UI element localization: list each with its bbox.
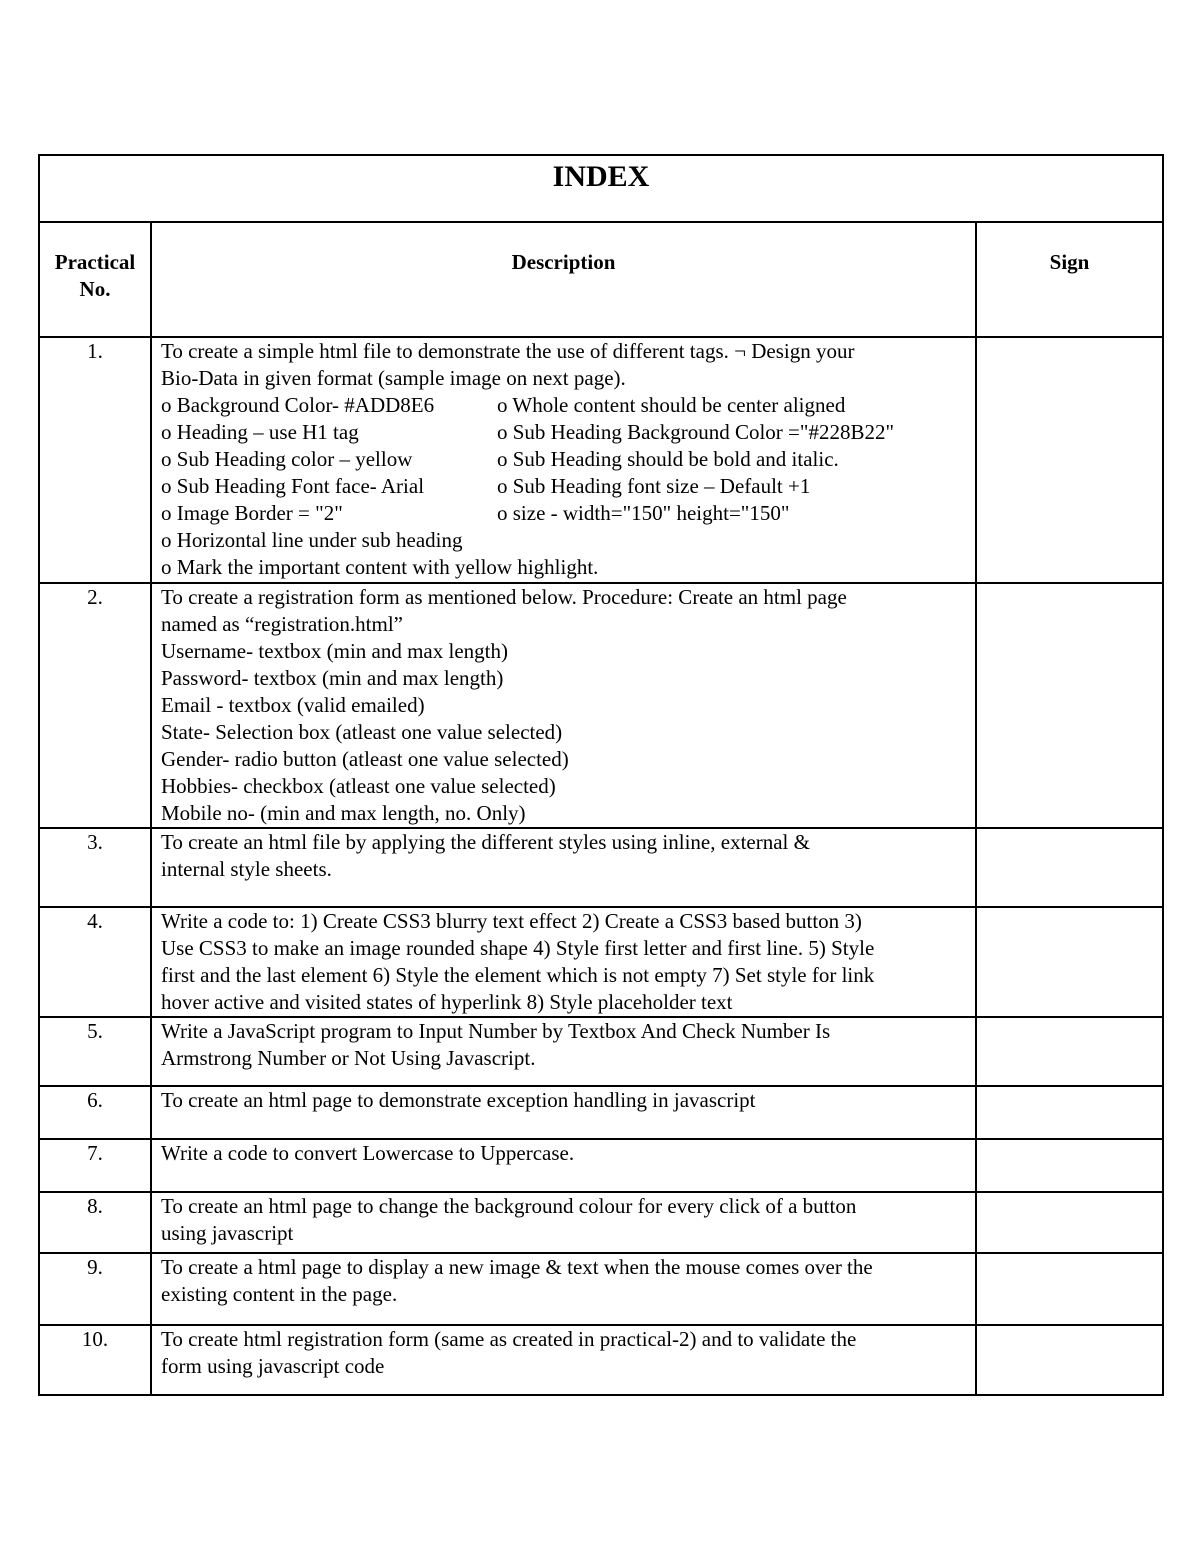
- description-line: State- Selection box (atleast one value selected): [161, 720, 563, 744]
- title-row: [39, 155, 1163, 222]
- description-line: To create an html page to change the background colour for every click of a button: [161, 1194, 857, 1218]
- description-line: existing content in the page.: [161, 1282, 398, 1306]
- header-row: [39, 222, 1163, 337]
- bullet-item: o Mark the important content with yellow highlight.: [161, 555, 599, 579]
- table-row: [39, 337, 1163, 583]
- header-sign: Sign: [976, 222, 1163, 337]
- description-line: To create an html page to demonstrate exception handling in javascript: [161, 1088, 756, 1112]
- sign-cell: [976, 337, 1163, 583]
- description-line: first and the last element 6) Style the element which is not empty 7) Set style for link: [161, 963, 875, 987]
- sign-cell: [976, 1253, 1163, 1325]
- description-line: To create a registration form as mentioned below. Procedure: Create an html page: [161, 585, 847, 609]
- practical-no: 5.: [39, 1017, 151, 1086]
- practical-description: [151, 828, 976, 907]
- practical-no: 1.: [39, 337, 151, 583]
- description-bullet-pair: [161, 419, 969, 446]
- description-line: To create a html page to display a new image & text when the mouse comes over the: [161, 1255, 873, 1279]
- index-table: [38, 154, 1164, 1396]
- description-line: using javascript: [161, 1221, 294, 1245]
- sign-cell: [976, 1086, 1163, 1139]
- practical-no: 2.: [39, 583, 151, 828]
- description-line: Mobile no- (min and max length, no. Only): [161, 801, 526, 825]
- sign-cell: [976, 1192, 1163, 1253]
- practical-description: [151, 907, 976, 1017]
- index-title: INDEX: [39, 155, 1163, 222]
- description-line: Write a JavaScript program to Input Number by Textbox And Check Number Is: [161, 1019, 831, 1043]
- practical-no: 8.: [39, 1192, 151, 1253]
- table-row: [39, 583, 1163, 828]
- table-row: [39, 1139, 1163, 1192]
- practical-description: [151, 1192, 976, 1253]
- header-practical-no-line1: Practical: [54, 250, 136, 274]
- description-line: Password- textbox (min and max length): [161, 666, 504, 690]
- bullet-item: o size - width="150" height="150": [497, 501, 790, 525]
- practical-no: 7.: [39, 1139, 151, 1192]
- sign-cell: [976, 583, 1163, 828]
- description-line: To create an html file by applying the different styles using inline, external &: [161, 830, 810, 854]
- description-line: Hobbies- checkbox (atleast one value selected): [161, 774, 556, 798]
- header-practical-no-line2: No.: [79, 277, 111, 301]
- bullet-item: o Sub Heading font size – Default +1: [497, 474, 811, 498]
- table-row: [39, 1325, 1163, 1395]
- table-row: [39, 907, 1163, 1017]
- practical-description: [151, 1325, 976, 1395]
- header-description: Description: [151, 222, 976, 337]
- bullet-item: o Sub Heading Font face- Arial: [161, 474, 425, 498]
- table-row: [39, 1253, 1163, 1325]
- bullet-item: o Sub Heading color – yellow: [161, 447, 413, 471]
- sign-cell: [976, 1139, 1163, 1192]
- description-line: Bio-Data in given format (sample image on next page).: [161, 366, 626, 390]
- bullet-item: o Heading – use H1 tag: [161, 420, 359, 444]
- description-line: Gender- radio button (atleast one value selected): [161, 747, 569, 771]
- description-line: internal style sheets.: [161, 857, 332, 881]
- description-bullet-pair: [161, 473, 969, 500]
- description-bullet-pair: [161, 446, 969, 473]
- bullet-item: o Whole content should be center aligned: [497, 393, 846, 417]
- practical-no: 4.: [39, 907, 151, 1017]
- practical-no: 3.: [39, 828, 151, 907]
- description-line: hover active and visited states of hyperlink 8) Style placeholder text: [161, 990, 733, 1014]
- sign-cell: [976, 1325, 1163, 1395]
- practical-no: 10.: [39, 1325, 151, 1395]
- table-row: [39, 1192, 1163, 1253]
- practical-description: [151, 1086, 976, 1139]
- sign-cell: [976, 907, 1163, 1017]
- sign-cell: [976, 828, 1163, 907]
- header-practical-no: [39, 222, 151, 337]
- table-row: [39, 1086, 1163, 1139]
- description-line: form using javascript code: [161, 1354, 385, 1378]
- bullet-item: o Sub Heading should be bold and italic.: [497, 447, 839, 471]
- description-line: To create a simple html file to demonstrate the use of different tags. ¬ Design your: [161, 339, 855, 363]
- description-line: To create html registration form (same as created in practical-2) and to validate the: [161, 1327, 857, 1351]
- practical-no: 9.: [39, 1253, 151, 1325]
- practical-description: [151, 1253, 976, 1325]
- practical-description: [151, 583, 976, 828]
- sign-cell: [976, 1017, 1163, 1086]
- bullet-item: o Background Color- #ADD8E6: [161, 393, 435, 417]
- description-line: Armstrong Number or Not Using Javascript.: [161, 1046, 536, 1070]
- rows-body: [39, 337, 1163, 1395]
- table-row: [39, 828, 1163, 907]
- bullet-item: o Image Border = "2": [161, 501, 343, 525]
- practical-description: [151, 1017, 976, 1086]
- practical-description: [151, 337, 976, 583]
- description-line: Use CSS3 to make an image rounded shape 4) Style first letter and first line. 5) Style: [161, 936, 875, 960]
- practical-no: 6.: [39, 1086, 151, 1139]
- description-bullet-pair: [161, 500, 969, 527]
- description-line: Email - textbox (valid emailed): [161, 693, 425, 717]
- table-row: [39, 1017, 1163, 1086]
- practical-description: [151, 1139, 976, 1192]
- description-line: Username- textbox (min and max length): [161, 639, 508, 663]
- description-bullet-pair: [161, 392, 969, 419]
- description-line: Write a code to convert Lowercase to Uppercase.: [161, 1141, 575, 1165]
- bullet-item: o Sub Heading Background Color ="#228B22": [497, 420, 895, 444]
- description-line: named as “registration.html”: [161, 612, 404, 636]
- description-line: Write a code to: 1) Create CSS3 blurry text effect 2) Create a CSS3 based button 3): [161, 909, 862, 933]
- bullet-item: o Horizontal line under sub heading: [161, 528, 463, 552]
